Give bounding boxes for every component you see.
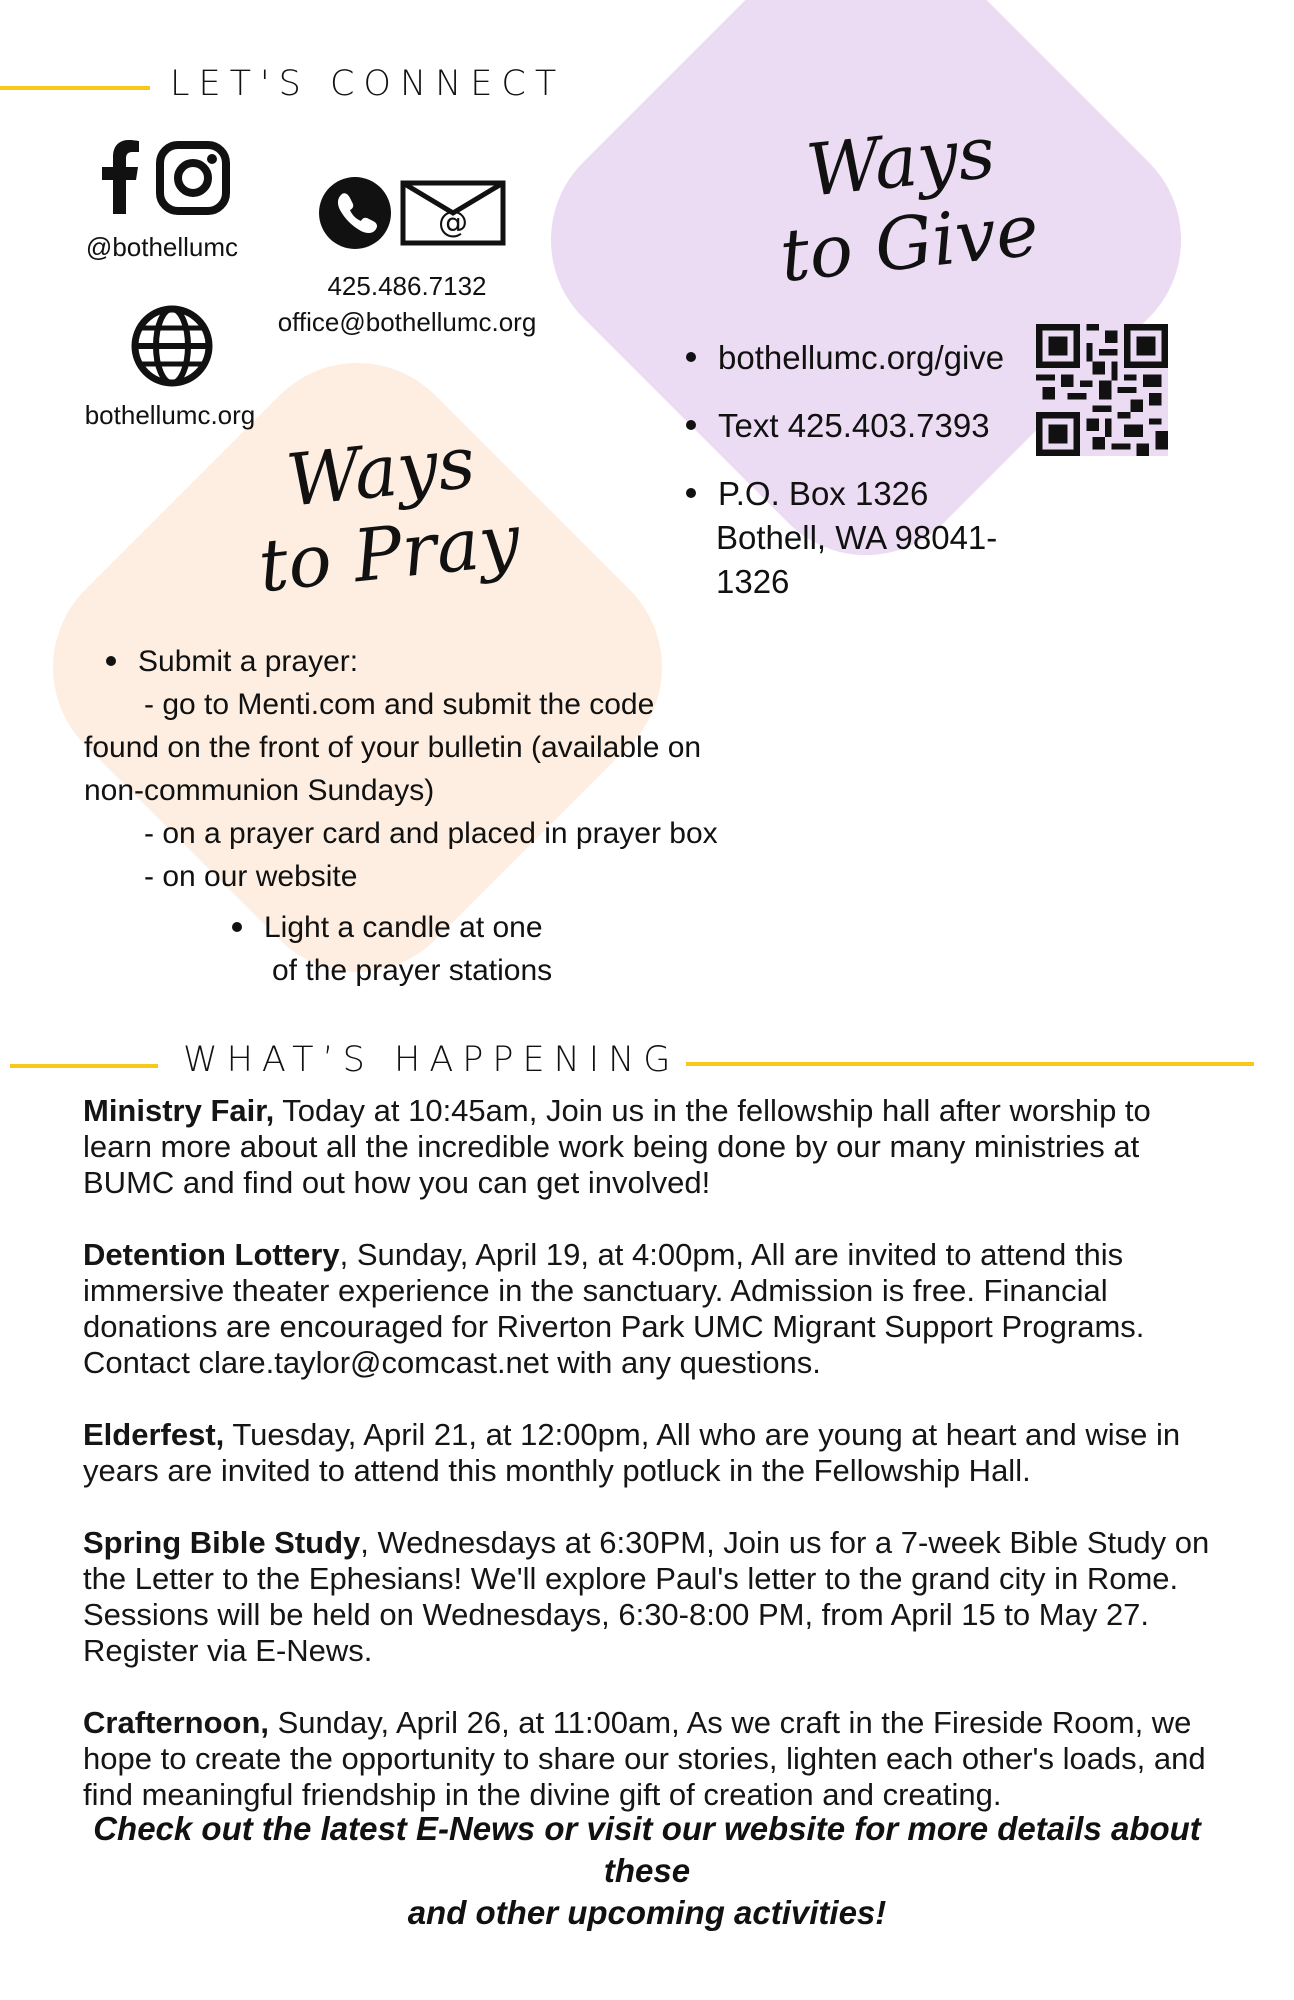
event-item: [83, 1705, 1223, 1813]
cta-line2: and other upcoming activities!: [407, 1894, 887, 1931]
pray-option-menti-line3: non-communion Sundays): [84, 774, 435, 807]
website-link[interactable]: bothellumc.org: [84, 400, 256, 430]
happening-rule-right: [686, 1062, 1254, 1066]
phone-icon[interactable]: [318, 176, 392, 250]
give-item-text: bothellumc.org/give: [718, 339, 1005, 376]
event-item: [83, 1525, 1223, 1669]
contact-phone[interactable]: 425.486.7132: [327, 271, 487, 301]
pray-list: [84, 640, 724, 992]
pray-submit-text: Submit a prayer:: [138, 645, 359, 678]
event-name: Elderfest,: [83, 1417, 225, 1452]
svg-text:@: @: [438, 205, 468, 240]
pray-candle-line2: of the prayer stations: [272, 954, 553, 987]
pray-title: [222, 414, 547, 610]
pray-option-card: - on a prayer card and placed in prayer box: [144, 817, 718, 850]
event-name: Spring Bible Study: [83, 1525, 361, 1560]
bullet-icon: [686, 420, 696, 430]
event-details: Sunday, April 26, at 11:00am, As we craft in the Fireside Room, we hope to create the opportunity to share our stories, lighten each other's loads, and find meaningful friendship in the divine gift of creation and creating.: [83, 1705, 1206, 1812]
event-item: [83, 1093, 1223, 1201]
event-details: Tuesday, April 21, at 12:00pm, All who are young at heart and wise in years are invited to attend this monthly potluck in the Fellowship Hall.: [83, 1417, 1181, 1488]
event-item: [83, 1237, 1223, 1381]
email-icon[interactable]: [400, 180, 506, 246]
give-item-text: Text 425.403.7393: [718, 407, 990, 444]
contact-email[interactable]: office@bothellumc.org: [277, 307, 537, 337]
event-item: [83, 1417, 1223, 1489]
pray-option-menti: - go to Menti.com and submit the code: [144, 688, 655, 721]
event-details: Today at 10:45am, Join us in the fellowship hall after worship to learn more about all the incredible work being done by our many ministries at BUMC and find out how you can get involved!: [83, 1093, 1151, 1200]
cta-line1: Check out the latest E-News or visit our website for more details about these: [93, 1810, 1201, 1889]
bullet-icon: [686, 352, 696, 362]
event-details: , Wednesdays at 6:30PM, Join us for a 7-week Bible Study on the Letter to the Ephesians! We'll explore Paul's letter to the grand city in Rome. Sessions will be held on Wednesdays, 6:30-8:00 PM, from April 15 to May 27. Register via E-News.: [83, 1525, 1210, 1668]
happening-heading: WHAT’S HAPPENING: [183, 1040, 680, 1080]
give-title-line2: to Give: [776, 187, 1043, 299]
bullet-icon: [232, 922, 242, 932]
give-address-line2: Bothell, WA 98041-1326: [716, 519, 998, 600]
give-title: [732, 103, 1077, 301]
connect-heading: LET'S CONNECT: [170, 64, 566, 104]
give-item[interactable]: [686, 336, 1066, 380]
globe-icon[interactable]: [130, 304, 214, 388]
give-list: [686, 336, 1066, 604]
pray-submit-item: [106, 640, 724, 683]
facebook-icon[interactable]: [100, 140, 140, 214]
connect-rule: [0, 86, 150, 90]
give-title-line1: Ways: [802, 109, 999, 213]
happening-rule-left: [10, 1064, 158, 1068]
pray-option-menti-line2: found on the front of your bulletin (available on: [84, 731, 702, 764]
social-handle[interactable]: @bothellumc: [85, 232, 239, 262]
instagram-icon[interactable]: [155, 140, 231, 216]
call-to-action: [60, 1808, 1234, 1934]
event-name: Detention Lottery: [83, 1237, 340, 1272]
pray-candle-item: [232, 906, 724, 949]
pray-title-line2: to Pray: [254, 497, 524, 609]
give-item-text: P.O. Box 1326: [718, 475, 929, 512]
bullet-icon: [686, 488, 696, 498]
pray-option-website: - on our website: [144, 860, 358, 893]
give-item: [686, 472, 1066, 516]
events-list: [83, 1093, 1223, 1849]
event-name: Crafternoon,: [83, 1705, 269, 1740]
event-name: Ministry Fair,: [83, 1093, 275, 1128]
event-details: , Sunday, April 19, at 4:00pm, All are invited to attend this immersive theater experience in the sanctuary. Admission is free. Financial donations are encouraged for Riverton Park UMC Migrant Support Programs. Contact clare.taylor@comcast.net with any questions.: [83, 1237, 1145, 1380]
give-item: [686, 404, 1066, 448]
qr-code[interactable]: [1036, 324, 1168, 456]
pray-candle-line1: Light a candle at one: [264, 911, 543, 944]
pray-title-line1: Ways: [282, 419, 479, 523]
bullet-icon: [106, 656, 116, 666]
